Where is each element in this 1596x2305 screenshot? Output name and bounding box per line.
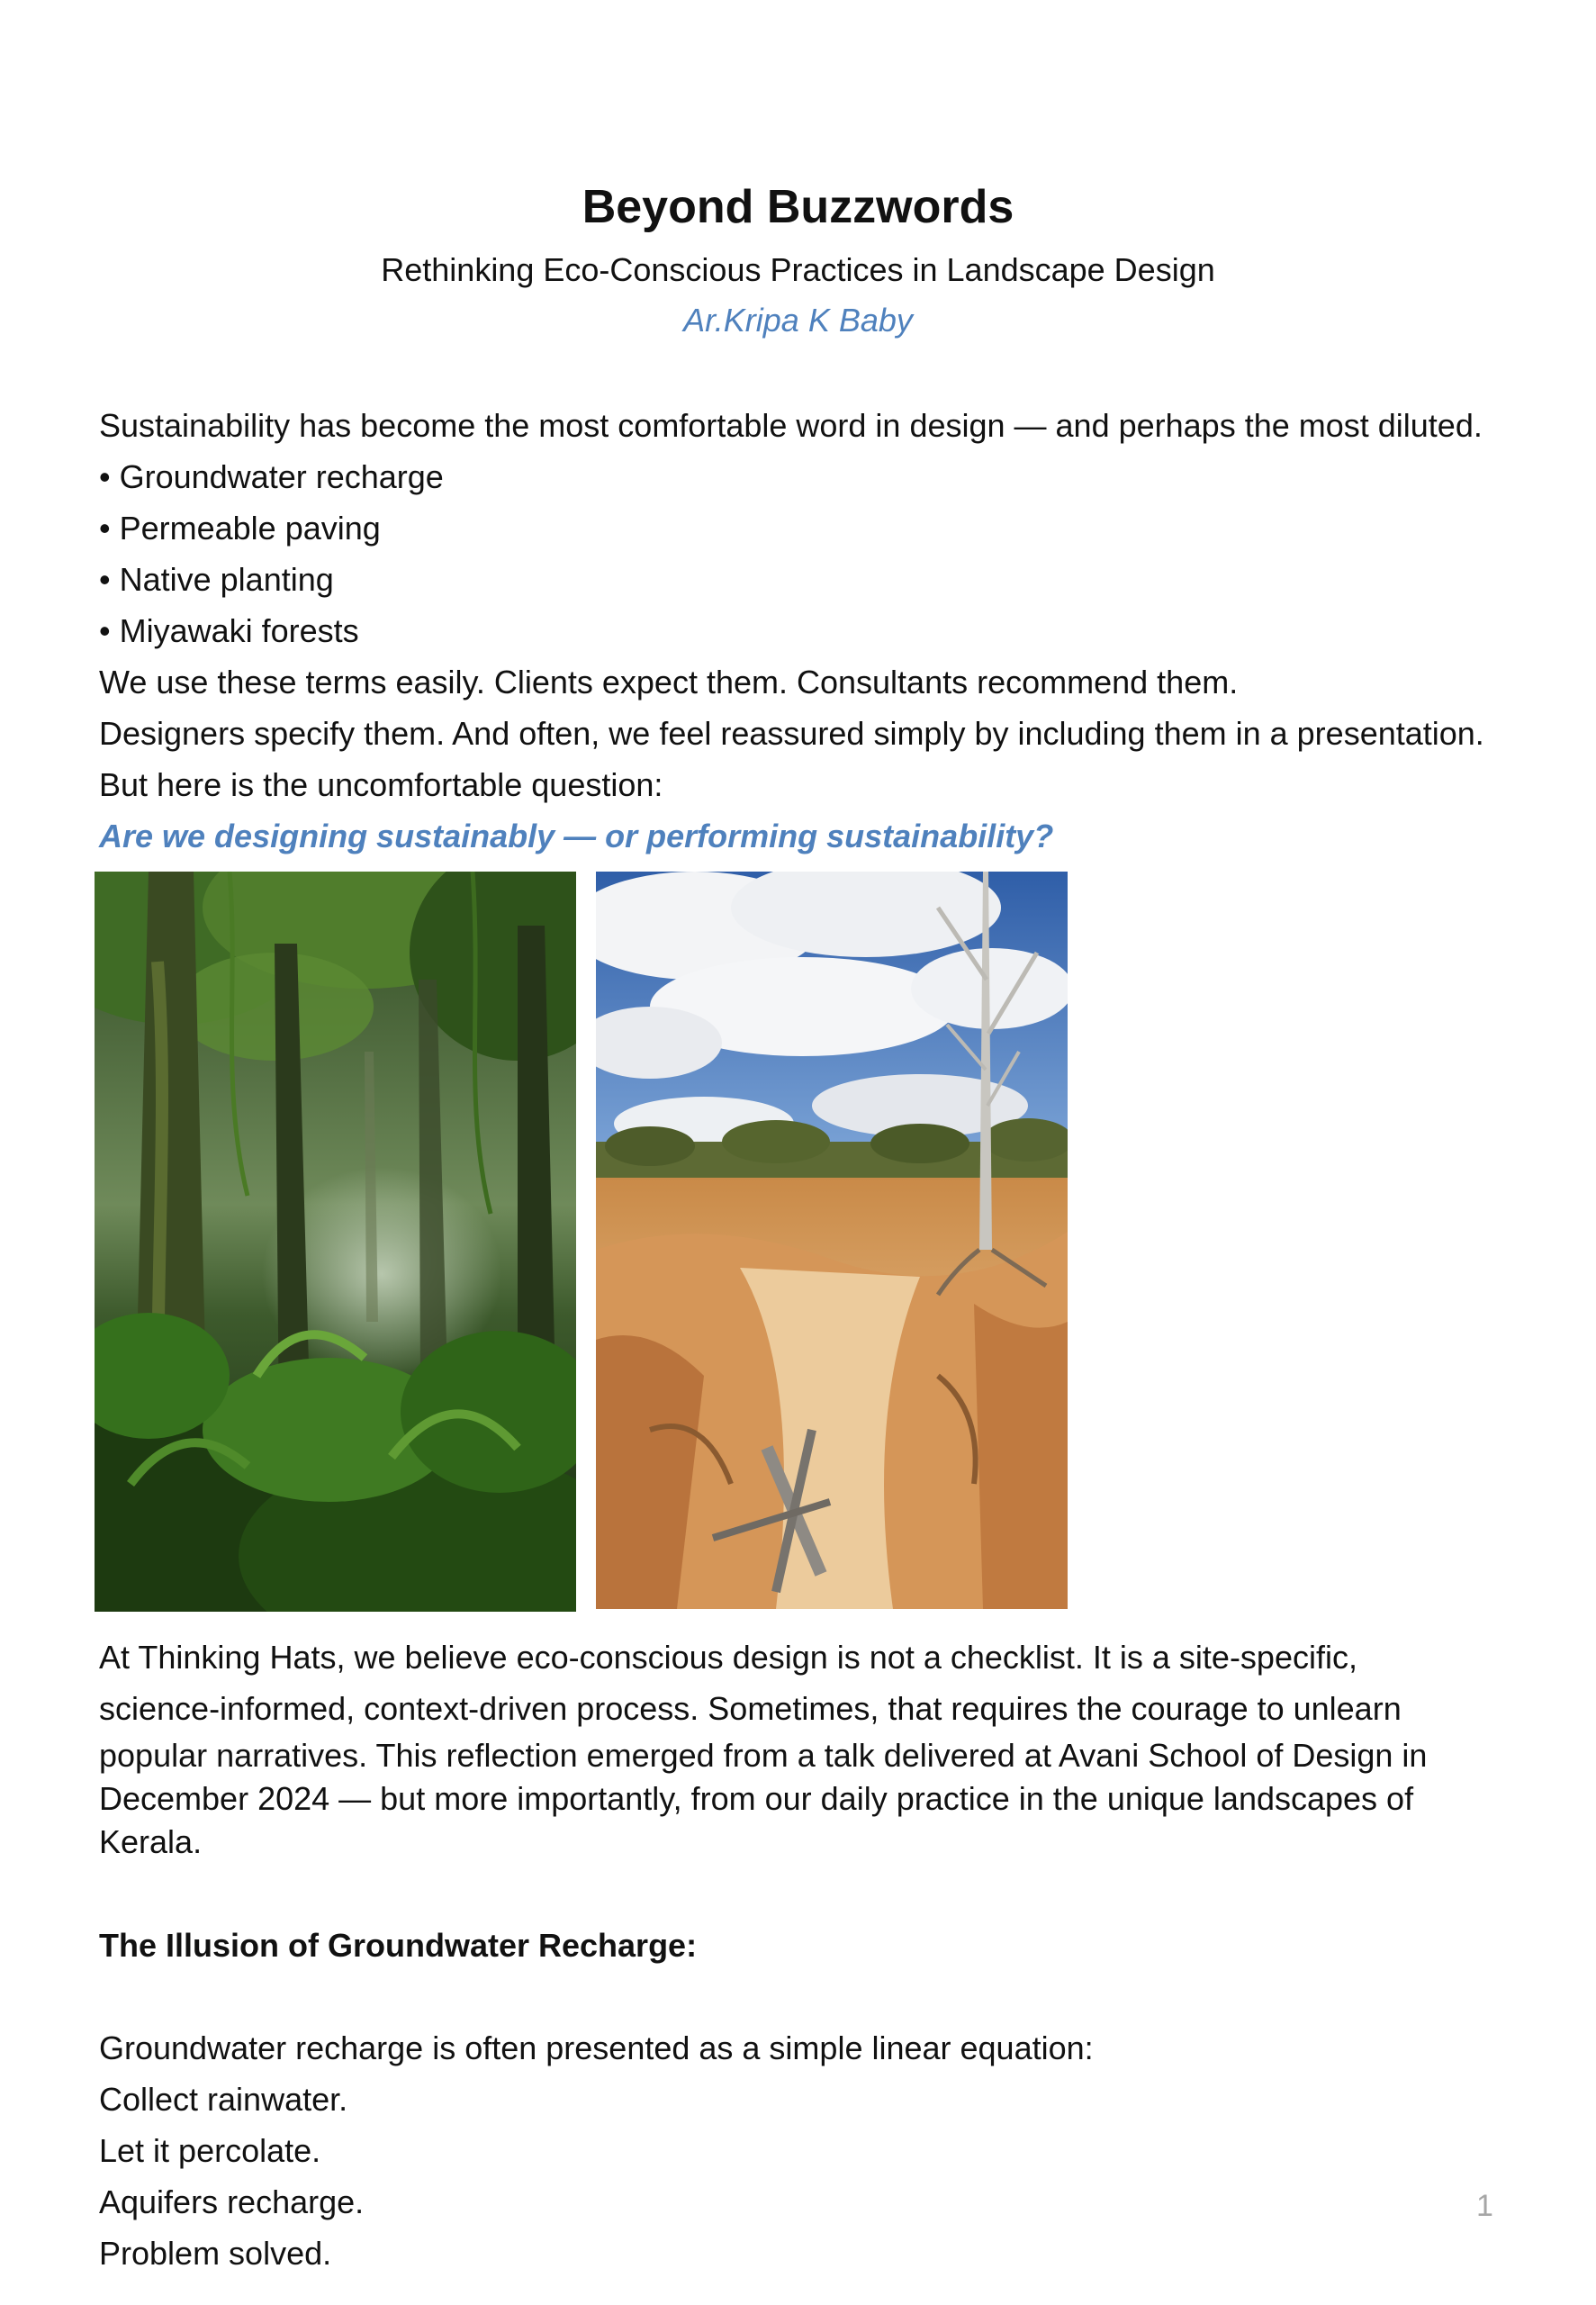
section-line: Let it percolate. xyxy=(99,2132,321,2169)
intro-line: We use these terms easily. Clients expect them. Consultants recommend them. xyxy=(99,664,1239,701)
paragraph-line: popular narratives. This reflection emerged from a talk delivered at Avani School of Design in xyxy=(99,1737,1428,1774)
section-body xyxy=(99,2022,1094,2279)
section-heading: The Illusion of Groundwater Recharge: xyxy=(99,1927,698,1964)
bullet-item: • Groundwater recharge xyxy=(99,451,1521,502)
paragraph-line: science-informed, context-driven process. Sometimes, that requires the courage to unlearn xyxy=(99,1690,1402,1727)
section-line: Aquifers recharge. xyxy=(99,2183,365,2220)
paragraph-line: December 2024 — but more importantly, from our daily practice in the unique landscapes of xyxy=(99,1780,1414,1817)
document-title: Beyond Buzzwords xyxy=(582,181,1014,233)
paragraph-line: At Thinking Hats, we believe eco-conscious design is not a checklist. It is a site-specific, xyxy=(99,1639,1357,1676)
document-subtitle: Rethinking Eco-Conscious Practices in Landscape Design xyxy=(381,251,1215,288)
section-line: Groundwater recharge is often presented as a simple linear equation: xyxy=(99,2029,1094,2066)
key-question: Are we designing sustainably — or performing sustainability? xyxy=(99,818,1054,854)
page-number: 1 xyxy=(1476,2189,1493,2223)
section-line: Collect rainwater. xyxy=(99,2081,348,2118)
intro-section xyxy=(99,400,1521,862)
intro-line: Designers specify them. And often, we feel reassured simply by including them in a presentation. xyxy=(99,715,1484,752)
section-line: Problem solved. xyxy=(99,2235,332,2272)
bullet-item: • Miyawaki forests xyxy=(99,605,1521,656)
paragraph-line: Kerala. xyxy=(99,1823,203,1860)
eroded-land-image xyxy=(596,872,1068,1609)
intro-line: But here is the uncomfortable question: xyxy=(99,766,663,803)
bullet-item: • Native planting xyxy=(99,554,1521,605)
author-name: Ar.Kripa K Baby xyxy=(683,302,913,339)
intro-lead: Sustainability has become the most comfortable word in design — and perhaps the most diluted. xyxy=(99,407,1483,444)
intro-paragraph xyxy=(99,1632,1521,1864)
bullet-item: • Permeable paving xyxy=(99,502,1521,554)
rainforest-image xyxy=(95,872,576,1612)
